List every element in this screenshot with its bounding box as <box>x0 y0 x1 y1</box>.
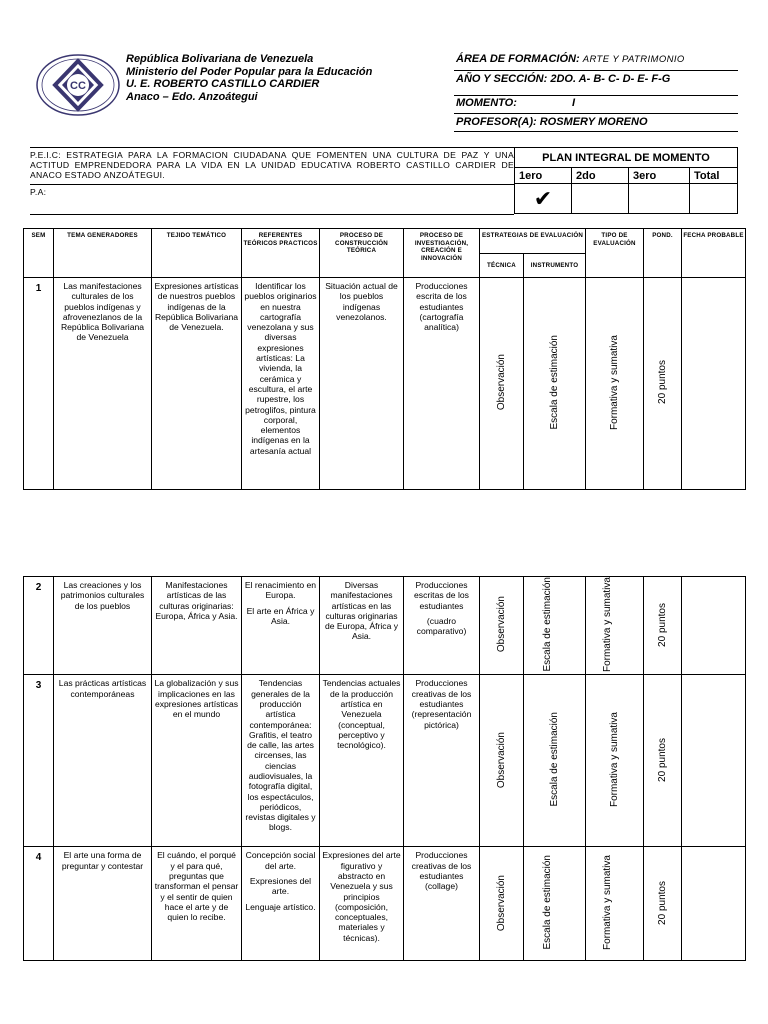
row-tipo: Formativa y sumativa <box>608 712 620 808</box>
profesor: PROFESOR(A): ROSMERY MORENO <box>456 116 648 128</box>
area-formacion: ÁREA DE FORMACIÓN: ARTE Y PATRIMONIO <box>456 53 685 65</box>
institution-block <box>126 53 372 103</box>
header-tecnica: TÉCNICA <box>480 254 524 278</box>
row-instrumento: Escala de estimación <box>548 712 560 807</box>
row-referentes: Tendencias generales de la producción artística contemporánea: Grafitis, el teatro de calle, las artes circenses, las ciencias audiovisuales, la fotografía digital, los espectáculos, periódicos, revistas digitales y blogs. <box>242 675 320 847</box>
planning-table-continued <box>23 576 746 961</box>
divider <box>454 95 738 96</box>
row-tipo: Formativa y sumativa <box>608 334 620 430</box>
row-tema: El arte una forma de preguntar y contestar <box>54 847 152 961</box>
row-construccion: Situación actual de los pueblos indígenas venezolanos. <box>320 278 404 490</box>
plan-col-1ero: 1ero <box>515 168 572 184</box>
row-fecha <box>682 675 746 847</box>
school-logo <box>35 52 121 118</box>
header-estrategias: ESTRATEGIAS DE EVALUACIÓN <box>480 229 586 254</box>
header-construccion: PROCESO DE CONSTRUCCIÓN TEÓRICA <box>320 229 404 278</box>
row-sem: 2 <box>24 577 54 675</box>
row-tema: Las manifestaciones culturales de los pueblos indígenas y afrovenezlanos de la República Bolivariana de Venezuela <box>54 278 152 490</box>
divider <box>30 147 514 148</box>
row-tejido: Expresiones artísticas de nuestros pueblos indígenas de la República Bolivariana de Venezuela. <box>152 278 242 490</box>
row-tipo: Formativa y sumativa <box>601 855 613 951</box>
table-row <box>24 278 746 490</box>
row-tema: Las prácticas artísticas contemporáneas <box>54 675 152 847</box>
header-tipo: TIPO DE EVALUACIÓN <box>586 229 644 278</box>
institution-line: Anaco – Edo. Anzoátegui <box>126 90 258 103</box>
row-instrumento: Escala de estimación <box>541 577 553 672</box>
row-referentes: Identificar los pueblos originarios en nuestra cartografía venezolana y sus diversas expresiones artísticas: La vivienda, la cerámica y escultura, el arte rupestre, los petroglifos, pintura corporal, elementos indígenas en la artesanía actual <box>242 278 320 490</box>
table-row <box>24 847 746 961</box>
row-referentes: El renacimiento en Europa. El arte en África y Asia. <box>242 577 320 675</box>
momento: MOMENTO: I <box>456 97 576 109</box>
header-sem: SEM <box>24 229 54 278</box>
institution-line: República Bolivariana de Venezuela <box>126 53 314 65</box>
row-fecha <box>682 278 746 490</box>
row-referentes: Concepción social del arte. Expresiones del arte. Lenguaje artístico. <box>242 847 320 961</box>
planning-table <box>23 228 746 490</box>
row-instrumento: Escala de estimación <box>541 855 553 950</box>
row-sem: 4 <box>24 847 54 961</box>
plan-col-3ero: 3ero <box>629 168 690 184</box>
row-tejido: Manifestaciones artísticas de las culturas originarias: Europa, África y Asia. <box>152 577 242 675</box>
peic-text: P.E.I.C: ESTRATEGIA PARA LA FORMACION CIUDADANA QUE FOMENTEN UNA CULTURA DE PAZ Y UNA ACTITUD EMPRENDEDORA PARA LA VIDA EN LA UNIDAD EDUCATIVA ROBERTO CASTILLO CARDIER DE ANACO ESTADO ANZOÁTEGUI. <box>30 150 514 180</box>
row-tecnica: Observación <box>495 874 507 931</box>
row-sem: 3 <box>24 675 54 847</box>
row-investigacion: Producciones creativas de los estudiantes (collage) <box>404 847 480 961</box>
row-construccion: Diversas manifestaciones artísticas en las culturas originarias de Europa, África y Asia. <box>320 577 404 675</box>
row-instrumento: Escala de estimación <box>548 335 560 430</box>
institution-line: U. E. ROBERTO CASTILLO CARDIER <box>126 78 320 90</box>
row-pond: 20 puntos <box>656 360 668 405</box>
row-investigacion: Producciones escritas de los estudiantes (cuadro comparativo) <box>404 577 480 675</box>
row-tema: Las creaciones y los patrimonios culturales de los pueblos <box>54 577 152 675</box>
row-pond: 20 puntos <box>656 602 668 647</box>
row-tecnica: Observación <box>495 354 507 411</box>
header-investigacion: PROCESO DE INVESTIGACIÓN, CREACIÓN E INNOVACIÓN <box>404 229 480 278</box>
row-tecnica: Observación <box>495 731 507 788</box>
row-investigacion: Producciones escrita de los estudiantes (cartografía analítica) <box>404 278 480 490</box>
header-pond: POND. <box>644 229 682 278</box>
plan-col-2do: 2do <box>572 168 629 184</box>
anio-seccion: AÑO Y SECCIÓN: 2DO. A- B- C- D- E- F-G <box>456 73 671 85</box>
plan-integral-table <box>514 147 738 214</box>
plan-col-total: Total <box>690 168 738 184</box>
header-fecha: FECHA PROBABLE <box>682 229 746 278</box>
row-tipo: Formativa y sumativa <box>601 577 613 673</box>
divider <box>454 113 738 114</box>
row-pond: 20 puntos <box>656 737 668 782</box>
pa-label: P.A: <box>30 187 47 197</box>
header-tejido: TEJIDO TEMÁTICO <box>152 229 242 278</box>
header-tema: TEMA GENERADORES <box>54 229 152 278</box>
row-tecnica: Observación <box>495 596 507 653</box>
row-construccion: Expresiones del arte figurativo y abstracto en Venezuela y sus principios (composición, conceptuales, materiales y técnicas). <box>320 847 404 961</box>
svg-text:CC: CC <box>70 80 86 92</box>
divider <box>454 70 738 71</box>
row-tejido: La globalización y sus implicaciones en las expresiones artísticas en el mundo <box>152 675 242 847</box>
row-sem: 1 <box>24 278 54 490</box>
checkmark-icon: ✔ <box>515 184 572 214</box>
row-fecha <box>682 577 746 675</box>
header-instrumento: INSTRUMENTO <box>524 254 586 278</box>
row-fecha <box>682 847 746 961</box>
header-referentes: REFERENTES TEÓRICOS PRACTICOS <box>242 229 320 278</box>
row-pond: 20 puntos <box>656 880 668 925</box>
table-row <box>24 577 746 675</box>
divider <box>454 131 738 132</box>
row-tejido: El cuándo, el porqué y el para qué, preguntas que transforman el pensar y el sentir de quien hace el arte y de quien lo recibe. <box>152 847 242 961</box>
institution-line: Ministerio del Poder Popular para la Educación <box>126 65 373 78</box>
plan-title: PLAN INTEGRAL DE MOMENTO <box>515 148 738 168</box>
row-construccion: Tendencias actuales de la producción artística en Venezuela (conceptual, perceptivo y tecnológico). <box>320 675 404 847</box>
table-row <box>24 675 746 847</box>
row-investigacion: Producciones creativas de los estudiantes (representación pictórica) <box>404 675 480 847</box>
divider <box>30 214 514 215</box>
divider <box>30 184 514 185</box>
